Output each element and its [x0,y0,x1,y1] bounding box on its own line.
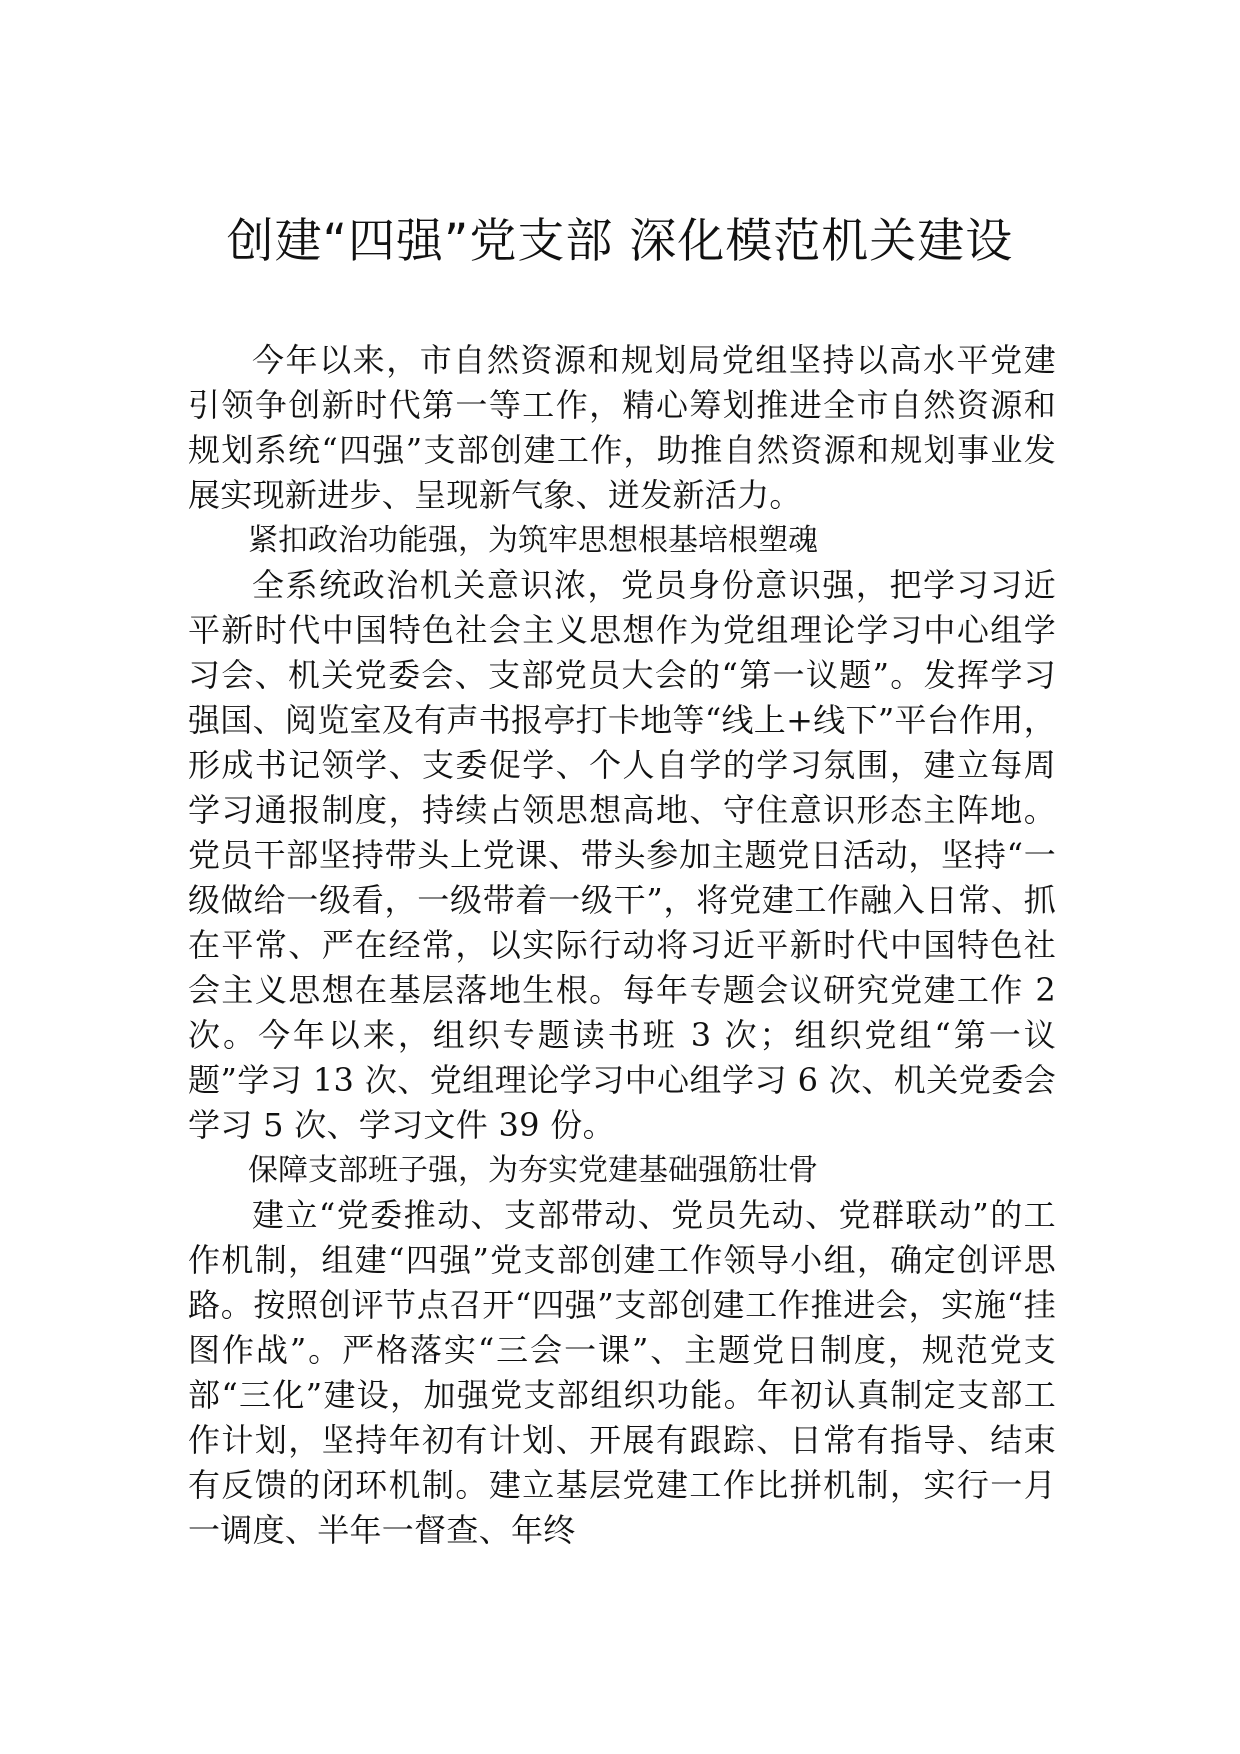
intro-paragraph: 今年以来，市自然资源和规划局党组坚持以高水平党建引领争创新时代第一等工作，精心筹划推进全市自然资源和规划系统“四强”支部创建工作，助推自然资源和规划事业发展实现新进步、呈现新气象、迸发新活力。 [188,341,1056,514]
branch-leadership-paragraph: 建立“党委推动、支部带动、党员先动、党群联动”的工作机制，组建“四强”党支部创建工作领导小组，确定创评思路。按照创评节点召开“四强”支部创建工作推进会，实施“挂图作战”。严格落实“三会一课”、主题党日制度，规范党支部“三化”建设，加强党支部组织功能。年初认真制定支部工作计划，坚持年初有计划、开展有跟踪、日常有指导、结束有反馈的闭环机制。建立基层党建工作比拼机制，实行一月一调度、半年一督查、年终 [188,1196,1056,1549]
section-heading-branch-leadership: 保障支部班子强，为夯实党建基础强筋壮骨 [248,1153,818,1188]
section-heading-political-function: 紧扣政治功能强，为筑牢思想根基培根塑魂 [248,523,818,558]
document-body [188,338,1056,1553]
political-function-paragraph: 全系统政治机关意识浓，党员身份意识强，把学习习近平新时代中国特色社会主义思想作为党组理论学习中心组学习会、机关党委会、支部党员大会的“第一议题”。发挥学习强国、阅览室及有声书报亭打卡地等“线上+线下”平台作用，形成书记领学、支委促学、个人自学的学习氛围，建立每周学习通报制度，持续占领思想高地、守住意识形态主阵地。党员干部坚持带头上党课、带头参加主题党日活动，坚持“一级做给一级看，一级带着一级干”，将党建工作融入日常、抓在平常、严在经常，以实际行动将习近平新时代中国特色社会主义思想在基层落地生根。每年专题会议研究党建工作 2 次。今年以来，组织专题读书班 3 次；组织党组“第一议题”学习 13 次、党组理论学习中心组学习 6 次、机关党委会学习 5 次、学习文件 39 份。 [188,566,1056,1144]
document-title: 创建“四强”党支部 深化模范机关建设 [226,214,1014,269]
